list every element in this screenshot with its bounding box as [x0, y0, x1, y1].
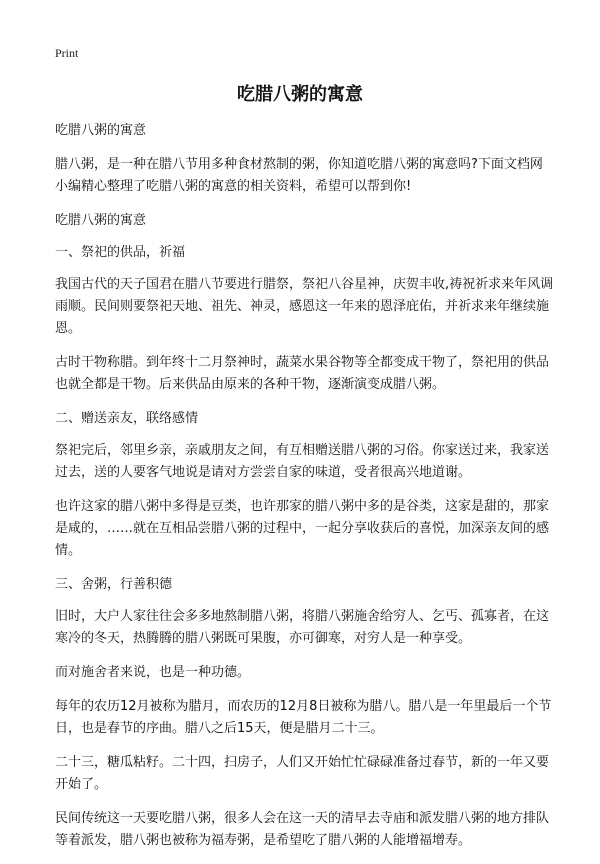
- subtitle: 吃腊八粥的寓意: [55, 123, 147, 138]
- paragraph: 我国古代的天子国君在腊八节要进行腊祭，祭祀八谷星神，庆贺丰收,祷祝祈求来年风调雨顺。民间则要祭祀天地、祖先、神灵，感恩这一年来的恩泽庇佑，并祈求来年继续施恩。: [55, 277, 554, 336]
- section-title: 吃腊八粥的寓意: [55, 213, 147, 228]
- paragraph: 旧时，大户人家往往会多多地熬制腊八粥，将腊八粥施舍给穷人、乞丐、孤寡者，在这寒冷的冬天，热腾腾的腊八粥既可果腹，亦可御寒，对穷人是一种享受。: [55, 609, 550, 646]
- paragraph: 而对施舍者来说，也是一种功德。: [55, 665, 251, 680]
- paragraph: 也许这家的腊八粥中多得是豆类，也许那家的腊八粥中多的是谷类，这家是甜的，那家是咸的，……就在互相品尝腊八粥的过程中，一起分享收获后的喜悦，加深亲友间的感情。: [55, 499, 550, 558]
- print-link[interactable]: Print: [55, 46, 79, 60]
- section-heading-2: 二、赠送亲友，联络感情: [55, 411, 199, 426]
- paragraph: 古时干物称腊。到年终十二月祭神时，蔬菜水果谷物等全都变成干物了，祭祀用的供品也就全都是干物。后来供品由原来的各种干物，逐渐演变成腊八粥。: [55, 355, 550, 392]
- paragraph: 二十三，糖瓜粘籽。二十四，扫房子，人们又开始忙忙碌碌准备过春节，新的一年又要开始了。: [55, 755, 550, 792]
- page-title: 吃腊八粥的寓意: [237, 84, 363, 105]
- paragraph: 民间传统这一天要吃腊八粥，很多人会在这一天的清早去寺庙和派发腊八粥的地方排队等着派发，腊八粥也被称为福寿粥，是希望吃了腊八粥的人能增福增寿。: [55, 811, 550, 848]
- article-body: [55, 120, 555, 864]
- section-heading-3: 三、舍粥，行善积德: [55, 577, 173, 592]
- intro-paragraph: 腊八粥，是一种在腊八节用多种食材熬制的粥，你知道吃腊八粥的寓意吗?下面文档网小编精心整理了吃腊八粥的寓意的相关资料，希望可以帮到你!: [55, 157, 543, 194]
- section-heading-1: 一、祭祀的供品，祈福: [55, 245, 186, 260]
- paragraph: 每年的农历12月被称为腊月，而农历的12月8日被称为腊八。腊八是一年里最后一个节日，也是春节的序曲。腊八之后15天，便是腊月二十三。: [55, 699, 552, 736]
- paragraph: 祭祀完后，邻里乡亲，亲戚朋友之间，有互相赠送腊八粥的习俗。你家送过来，我家送过去，送的人要客气地说是请对方尝尝自家的味道，受者很高兴地道谢。: [55, 443, 550, 480]
